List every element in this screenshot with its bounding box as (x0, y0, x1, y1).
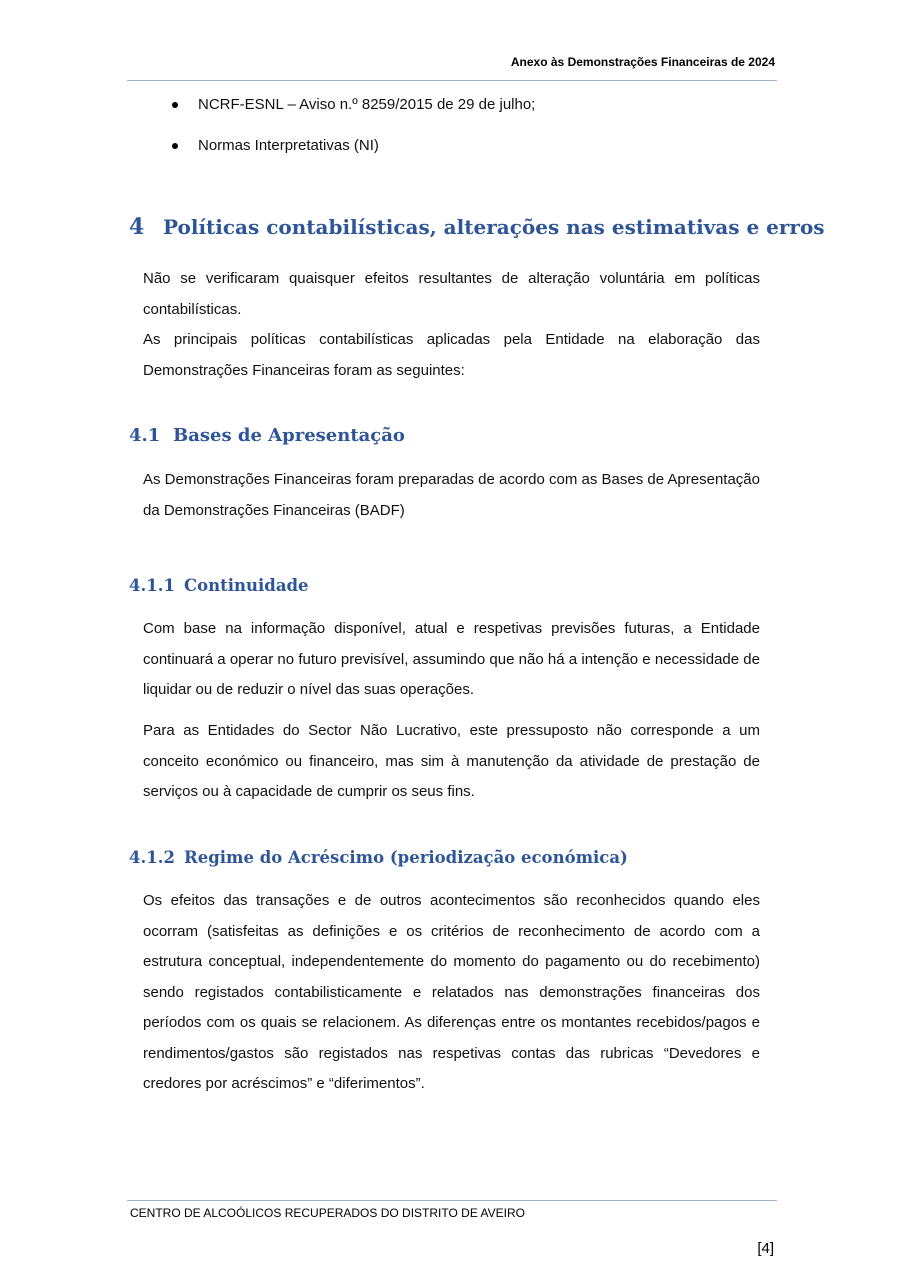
bullet-icon (172, 143, 178, 149)
list-item: Normas Interpretativas (NI) (170, 135, 535, 157)
section-4-1-1-heading (129, 576, 309, 595)
section-title: Políticas contabilísticas, alterações nas estimativas e erros (163, 215, 825, 239)
section-4-1-paragraph: As Demonstrações Financeiras foram preparadas de acordo com as Bases de Apresentação da Demonstrações Financeiras (BADF) (143, 471, 760, 519)
section-4-1-heading (129, 425, 405, 446)
section-title: Continuidade (184, 576, 309, 595)
section-4-paragraph-2: As principais políticas contabilísticas aplicadas pela Entidade na elaboração das Demonstrações Financeiras foram as seguintes: (143, 331, 760, 379)
section-4-1-1-paragraph-2: Para as Entidades do Sector Não Lucrativo, este pressuposto não corresponde a um conceito económico ou financeiro, mas sim à manutenção da atividade de prestação de serviços ou à capacidade de cumprir os seus fins. (143, 722, 760, 800)
page-number: [4] (757, 1240, 774, 1257)
section-title: Regime do Acréscimo (periodização económica) (184, 848, 628, 867)
list-item: NCRF-ESNL – Aviso n.º 8259/2015 de 29 de julho; (170, 94, 535, 116)
section-4-paragraph-1: Não se verificaram quaisquer efeitos resultantes de alteração voluntária em políticas contabilísticas. (143, 270, 760, 318)
section-number: 4.1 (129, 425, 161, 446)
section-number: 4.1.1 (129, 576, 175, 595)
section-4-1-2-paragraph: Os efeitos das transações e de outros acontecimentos são reconhecidos quando eles ocorram (satisfeitas as definições e os critérios de reconhecimento de acordo com a estrutura conceptual, independentemente do momento do pagamento ou do recebimento) sendo registados contabilisticamente e relatados nas demonstrações financeiras dos períodos com os quais se relacionem. As diferenças entre os montantes recebidos/pagos e rendimentos/gastos são registados nas respetivas contas das rubricas “Devedores e credores por acréscimos” e “diferimentos”. (143, 892, 760, 1092)
section-4-heading (129, 214, 825, 240)
footer-rule (127, 1200, 777, 1201)
header-rule (127, 80, 777, 81)
section-number: 4.1.2 (129, 848, 175, 867)
section-4-1-1-paragraph-1: Com base na informação disponível, atual e respetivas previsões futuras, a Entidade continuará a operar no futuro previsível, assumindo que não há a intenção e necessidade de liquidar ou de reduzir o nível das suas operações. (143, 620, 760, 698)
bullet-icon (172, 102, 178, 108)
footer-organization: CENTRO DE ALCOÓLICOS RECUPERADOS DO DISTRITO DE AVEIRO (130, 1206, 525, 1220)
page-header-title: Anexo às Demonstrações Financeiras de 2024 (510, 55, 775, 69)
section-title: Bases de Apresentação (173, 425, 405, 446)
bullet-list (170, 94, 535, 176)
section-number: 4 (129, 214, 145, 240)
section-4-1-2-heading (129, 848, 628, 867)
